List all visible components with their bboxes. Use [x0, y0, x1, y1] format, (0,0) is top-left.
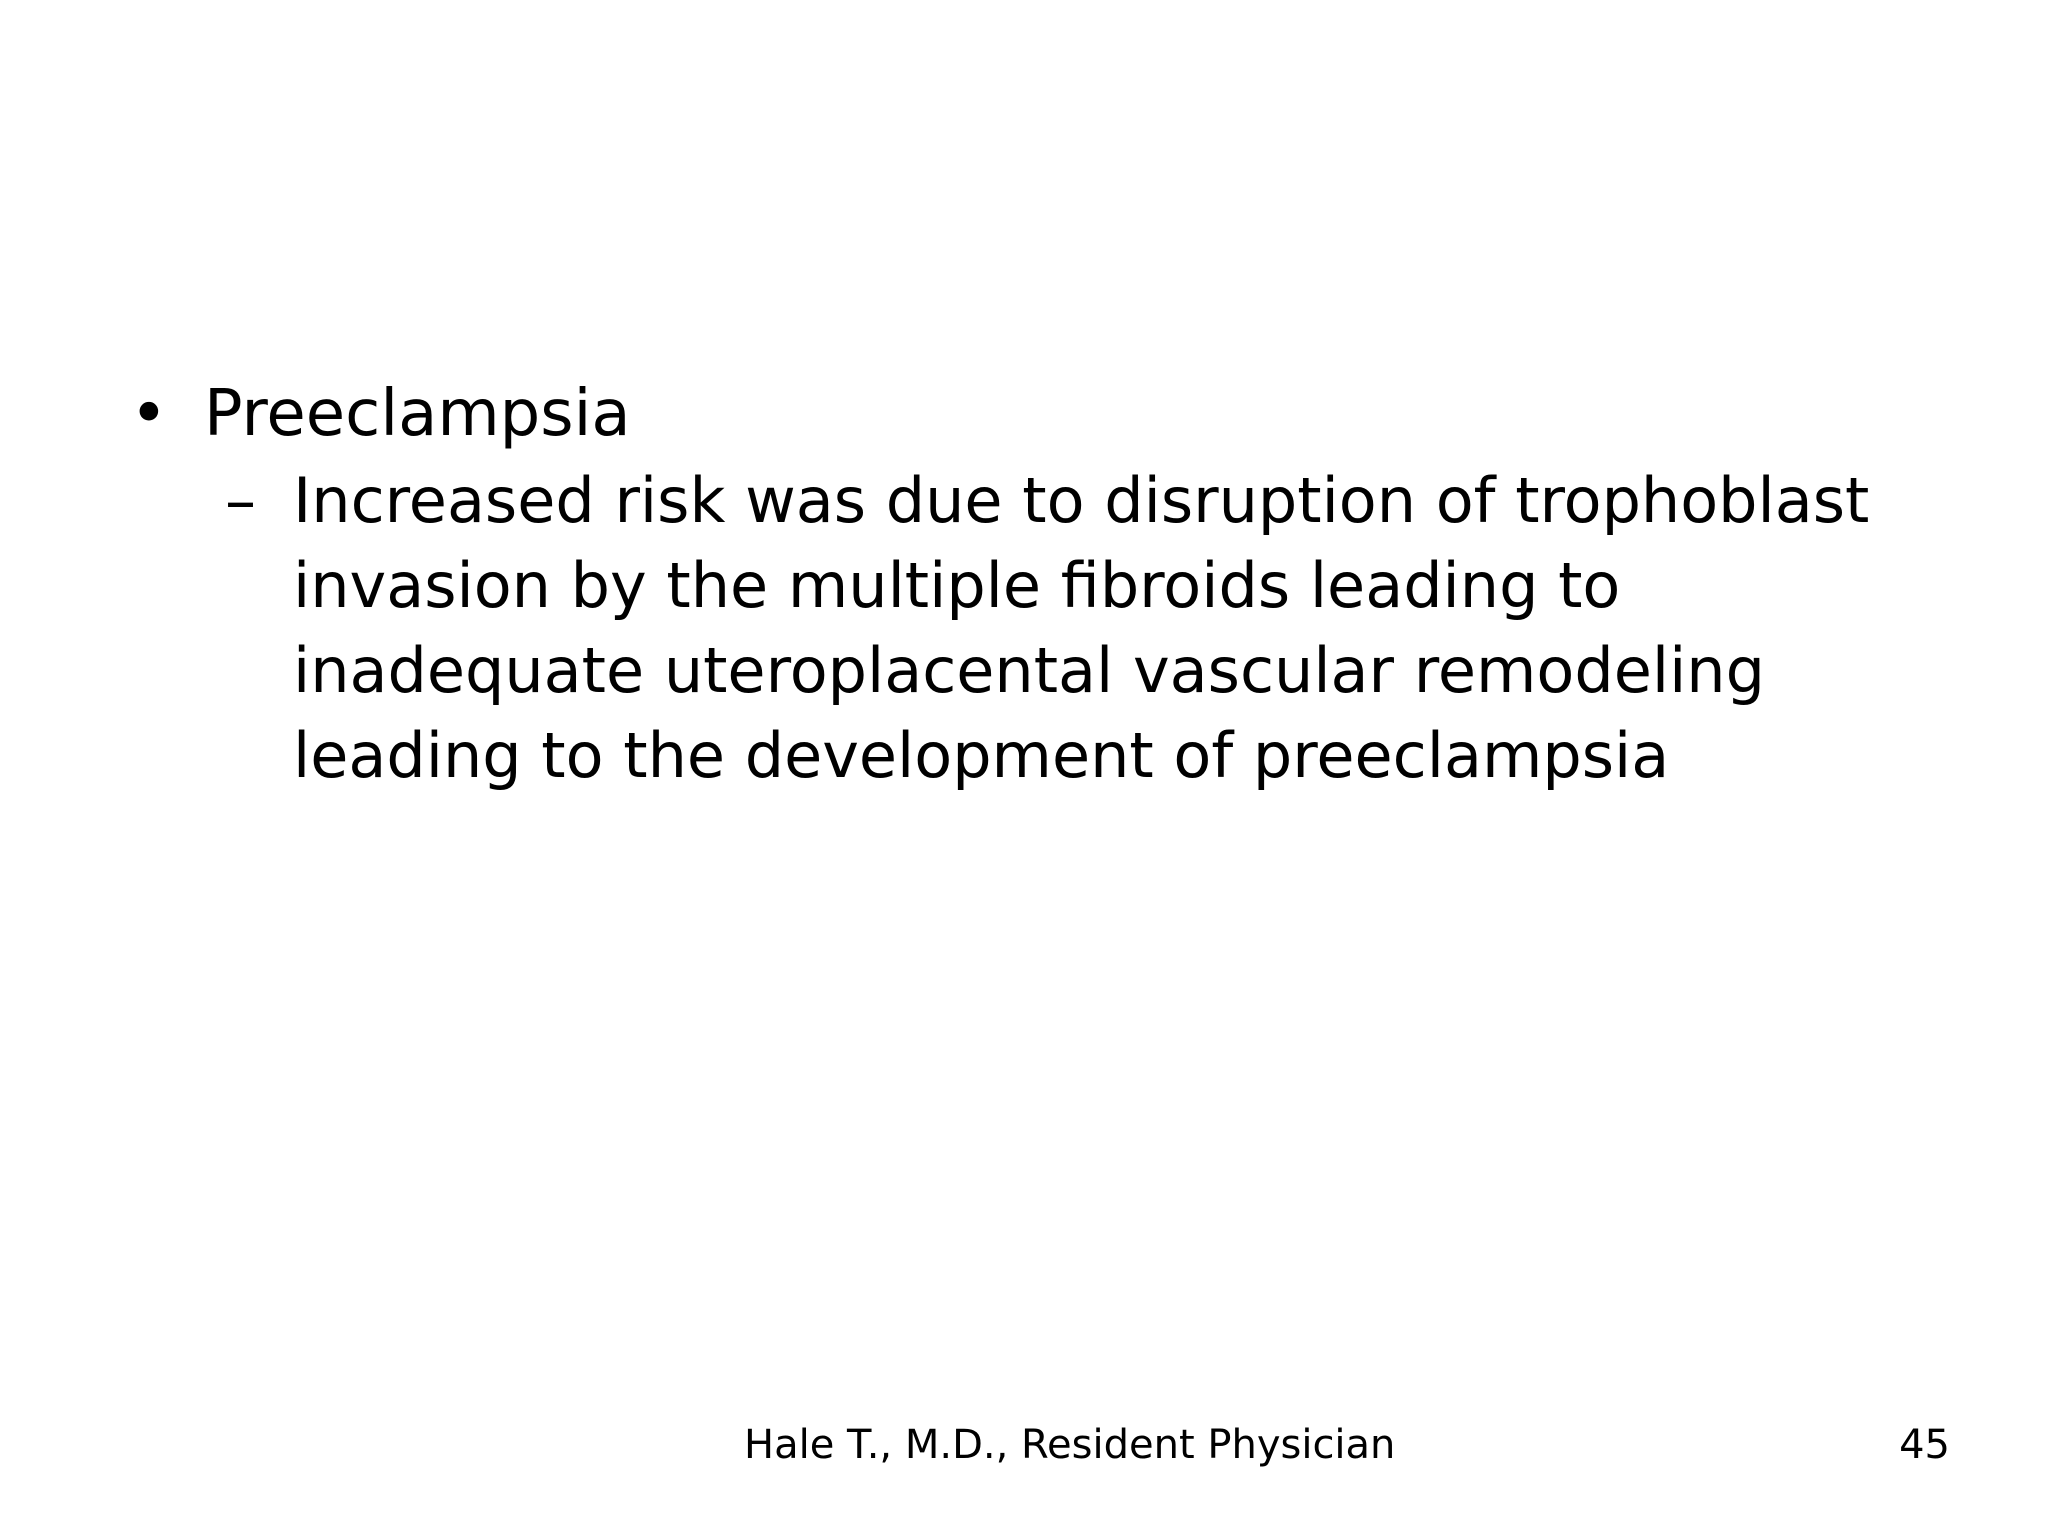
- sub-bullet-item: [225, 458, 1960, 798]
- bullet-item: [130, 372, 1960, 456]
- bullet-text: Preeclampsia: [204, 377, 631, 451]
- sub-bullet-marker: –: [225, 464, 256, 537]
- sub-bullet-text: Increased risk was due to disruption of trophoblast invasion by the multiple fibroids leading to inadequate uteroplacental vascular remodeling leading to the development of preeclampsia: [293, 464, 1870, 792]
- bullet-marker: •: [130, 377, 168, 451]
- page-number: 45: [1899, 1422, 1950, 1468]
- footer-author: Hale T., M.D., Resident Physician: [744, 1422, 1396, 1468]
- slide-content: [130, 372, 1960, 798]
